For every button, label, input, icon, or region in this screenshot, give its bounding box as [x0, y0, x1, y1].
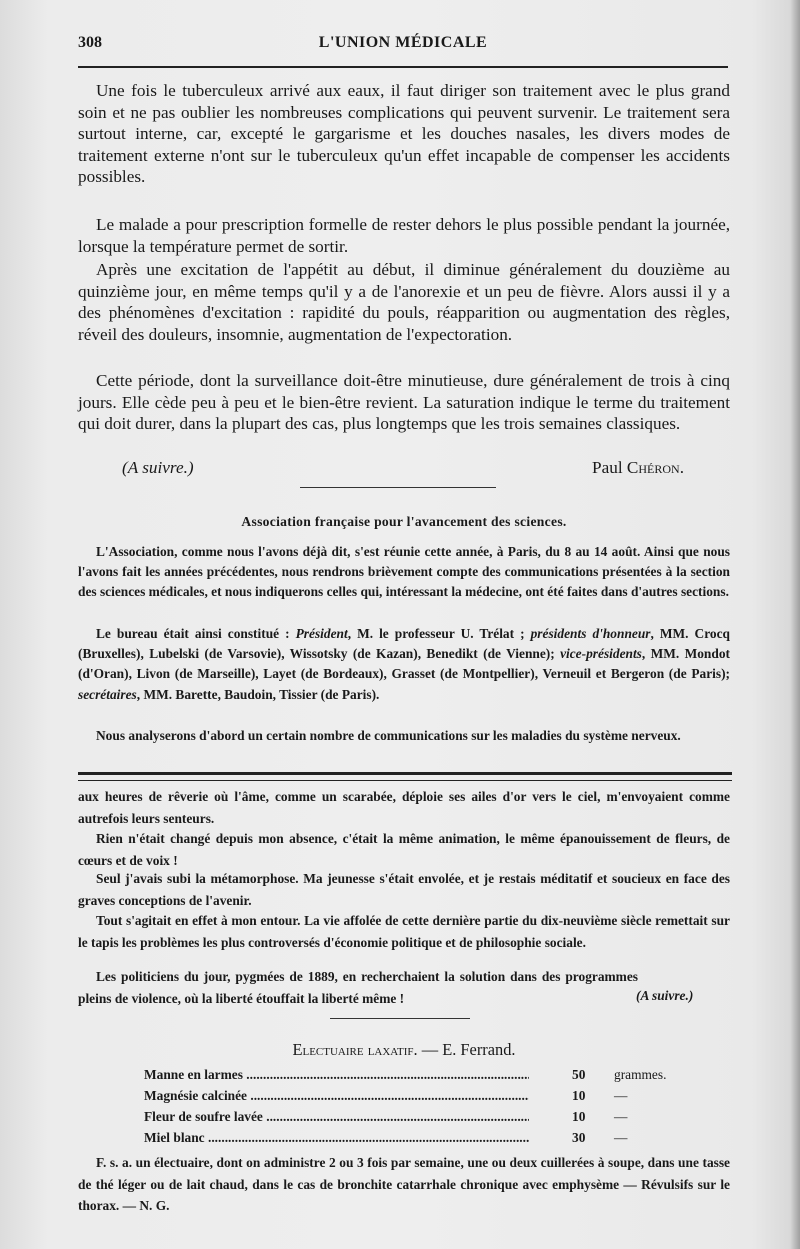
feuilleton-paragraph-2: Rien n'était changé depuis mon absence, c'était la même animation, le même épanouissement de fleurs, de cœurs et de voix !: [78, 831, 730, 868]
ingredient-row: [144, 1127, 704, 1148]
ingredient-row: [144, 1106, 704, 1127]
author-first-name: Paul: [592, 458, 627, 477]
article-paragraph-4: Cette période, dont la surveillance doit-être minutieuse, dure généralement de trois à cinq jours. Elle cède peu à peu et le bien-être revient. La saturation indique le terme du traitement qui doit durer, dans la plupart des cas, plus longtemps que les trois semaines classiques.: [78, 371, 730, 434]
recipe-author: E. Ferrand.: [442, 1040, 516, 1059]
recipe-separator: [330, 1018, 470, 1019]
section-separator: [300, 487, 496, 488]
p2-italic-presidents-honneur: présidents d'honneur: [530, 626, 651, 641]
feuilleton-paragraph-4: Tout s'agitait en effet à mon entour. La vie affolée de cette dernière partie du dix-neuvième siècle remettait sur le tapis les problèmes les plus controversés d'économie politique et de philosophie sociale.: [78, 913, 730, 950]
association-paragraph-2: [78, 624, 730, 705]
page-number: 308: [78, 34, 102, 51]
page-edge-shadow: [790, 0, 800, 1249]
p2-text-2: , M. le professeur U. Trélat ;: [347, 626, 531, 641]
ingredient-unit: —: [614, 1130, 628, 1145]
p2-text-1: Le bureau était ainsi constitué :: [96, 626, 296, 641]
p2-italic-president: Président: [295, 626, 348, 641]
association-paragraph-3: Nous analyserons d'abord un certain nombre de communications sur les maladies du système nerveux.: [96, 728, 681, 743]
association-paragraph-1: L'Association, comme nous l'avons déjà dit, s'est réunie cette année, à Paris, du 8 au 14 août. Ainsi que nous l'avons fait les années précédentes, nous rendrons brièvement compte des communications présentées à la section des sciences médicales, et nous indiquerons celles qui, intéressant la médecine, ont été faites dans d'autres sections.: [78, 544, 730, 600]
p2-text-3: , MM. Crocq (Bruxelles), Lubelski (de Varsovie), Wissotsky (de Kazan), Benedikt (de Vienne);: [78, 626, 730, 662]
recipe-name: Electuaire laxatif.: [292, 1040, 418, 1059]
ingredient-name: Miel blanc .....: [144, 1127, 529, 1148]
to-follow-note: (A suivre.): [122, 458, 194, 477]
feuilleton-divider: [78, 772, 732, 781]
feuilleton-to-follow: (A suivre.): [636, 988, 694, 1003]
recipe-instructions: F. s. a. un électuaire, dont on administre 2 ou 3 fois par semaine, une ou deux cuillerées à soupe, dans une tasse de thé léger ou de lait chaud, dans le cas de bronchite catarrhale chronique avec emphysème — Révulsifs sur le thorax. — N. G.: [78, 1155, 730, 1214]
ingredient-name: Fleur de soufre lavée .....: [144, 1106, 529, 1127]
author-signature: [592, 458, 684, 478]
recipe-title: [78, 1040, 730, 1060]
ingredient-unit: grammes.: [614, 1067, 667, 1082]
ingredient-unit: —: [614, 1088, 628, 1103]
article-paragraph-3: Après une excitation de l'appétit au début, il diminue généralement du douzième au quinzième jour, en même temps qu'il y a de l'anorexie et un peu de fièvre. Alors aussi il y a des phénomènes d'excitation : rapidité du pouls, réapparition ou augmentation des règles, réveil des douleurs, insomnie, augmentation de l'expectoration.: [78, 260, 730, 344]
article-paragraph-1: Une fois le tuberculeux arrivé aux eaux, il faut diriger son traitement avec le plus grand soin et ne pas oublier les nombreuses complications qui peuvent survenir. Le traitement sera surtout interne, car, excepté le gargarisme et les douches nasales, les divers modes de traitement externe n'ont sur le tuberculeux qu'un effet incapable de compenser les accidents possibles.: [78, 81, 730, 187]
p2-text-4: , MM. Mondot (d'Oran), Livon (de Marseille), Layet (de Bordeaux), Grasset (de Montpellier), Verneuil et Bergeron (de Paris);: [78, 646, 730, 682]
running-title: L'UNION MÉDICALE: [318, 34, 488, 51]
header-rule: [78, 66, 728, 68]
ingredient-quantity: 10: [572, 1088, 586, 1103]
ingredient-row: [144, 1085, 704, 1106]
p2-italic-secretaires: secrétaires: [78, 686, 137, 702]
feuilleton-paragraph-3: Seul j'avais subi la métamorphose. Ma jeunesse s'était envolée, et je restais méditatif et soucieux en face des graves conceptions de l'avenir.: [78, 871, 730, 908]
association-section-title: Association française pour l'avancement des sciences.: [241, 514, 567, 529]
article-signature-line: [78, 458, 730, 480]
ingredient-unit: —: [614, 1109, 628, 1124]
ingredient-row: [144, 1064, 704, 1085]
ingredient-name: Magnésie calcinée .....: [144, 1085, 529, 1106]
article-paragraph-2: Le malade a pour prescription formelle de rester dehors le plus possible pendant la journée, lorsque la température permet de sortir.: [78, 215, 730, 256]
feuilleton-paragraph-1: aux heures de rêverie où l'âme, comme un scarabée, déploie ses ailes d'or vers le ciel, m'envoyaient comme autrefois leurs senteurs.: [78, 789, 730, 826]
ingredient-quantity: 10: [572, 1109, 586, 1124]
feuilleton-paragraph-5: Les politiciens du jour, pygmées de 1889, en recherchaient la solution dans des programmes pleins de violence, où la liberté étouffait la liberté même !: [78, 969, 638, 1006]
ingredient-name: Manne en larmes .....: [144, 1064, 529, 1085]
page-header: [78, 34, 728, 56]
ingredient-list: [144, 1064, 704, 1148]
recipe-title-dash: —: [417, 1040, 443, 1059]
p2-italic-vice-presidents: vice-présidents: [560, 646, 642, 662]
ingredient-quantity: 50: [572, 1067, 586, 1082]
author-last-name: Chéron.: [626, 458, 684, 477]
p2-text-5: , MM. Barette, Baudoin, Tissier (de Paris).: [136, 686, 380, 702]
ingredient-quantity: 30: [572, 1130, 586, 1145]
